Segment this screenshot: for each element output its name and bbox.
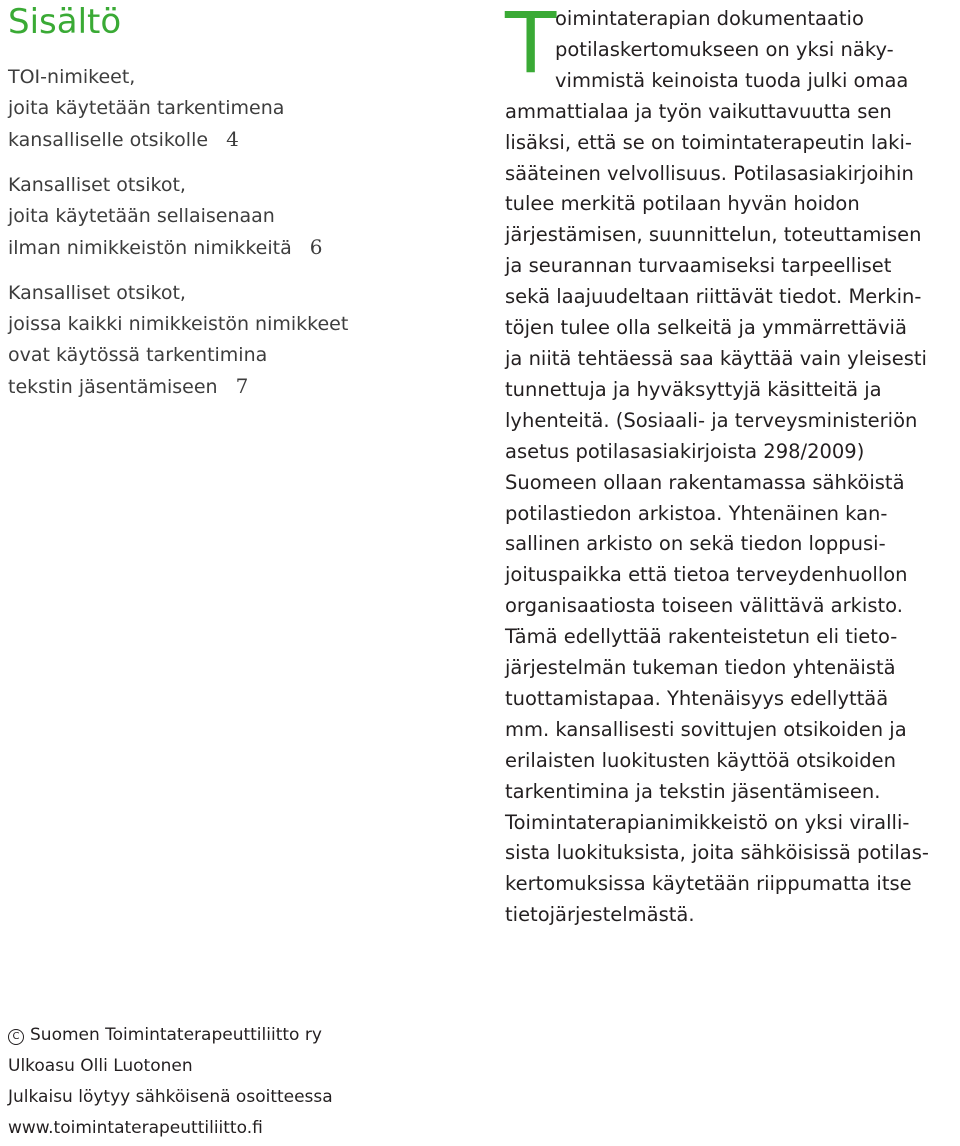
body-line: sallinen arkisto on sekä tiedon loppusi-: [505, 532, 886, 556]
body-line: sääteinen velvollisuus. Potilasasiakirjoihin: [505, 161, 914, 185]
body-paragraph: [505, 0, 955, 931]
toc-entry-text: tekstin jäsentämiseen: [8, 376, 218, 398]
body-line: potilastiedon arkistoa. Yhtenäinen kan-: [505, 501, 888, 525]
body-line: Toimintaterapianimikkeistö on yksi viralli-: [505, 810, 910, 834]
body-line: järjestämisen, suunnittelun, toteuttamisen: [505, 223, 922, 247]
body-line: töjen tulee olla selkeitä ja ymmärrettäviä: [505, 316, 907, 340]
colophon: [8, 1020, 333, 1144]
toc-entry-text: ilman nimikkeistön nimikkeitä: [8, 237, 292, 259]
toc-entry-line: TOI-nimikeet,: [8, 66, 136, 88]
body-line: tietojärjestelmästä.: [505, 903, 695, 927]
toc-entry-line: [8, 124, 428, 156]
body-line: ja seurannan turvaamiseksi tarpeelliset: [505, 254, 892, 278]
toc-entry-line: [8, 232, 428, 264]
body-line: ammattialaa ja työn vaikuttavuutta sen: [505, 99, 892, 123]
copyright-icon: C: [8, 1029, 24, 1045]
body-line: mm. kansallisesti sovittujen otsikoiden ja: [505, 717, 907, 741]
body-line: lisäksi, että se on toimintaterapeutin laki-: [505, 130, 912, 154]
layout-credit: Ulkoasu Olli Luotonen: [8, 1056, 193, 1076]
toc-entry-line: Kansalliset otsikot,: [8, 174, 186, 196]
availability-note: Julkaisu löytyy sähköisenä osoitteessa: [8, 1087, 333, 1107]
toc-entry-line: Kansalliset otsikot,: [8, 282, 186, 304]
toc-entry-line: [8, 371, 428, 403]
body-line: tarkentimina ja tekstin jäsentämiseen.: [505, 779, 881, 803]
toc-page-number: 4: [226, 127, 239, 151]
toc-page-number: 7: [235, 374, 249, 398]
body-line: erilaisten luokitusten käyttöä otsikoiden: [505, 748, 896, 772]
body-line: organisaatiosta toiseen välittävä arkisto.: [505, 594, 903, 618]
body-line: lyhenteitä. (Sosiaali- ja terveysministeriön: [505, 408, 918, 432]
body-line: järjestelmän tukeman tiedon yhtenäistä: [505, 656, 896, 680]
body-line: asetus potilasasiakirjoista 298/2009): [505, 439, 865, 463]
toc-entry-text: kansalliselle otsikolle: [8, 129, 209, 151]
body-line: sista luokituksista, joita sähköisissä potilas-: [505, 841, 929, 865]
body-line: tunnettuja ja hyväksyttyjä käsitteitä ja: [505, 377, 882, 401]
toc-entry-line: joita käytetään sellaisenaan: [8, 205, 275, 227]
toc-entry-line: joita käytetään tarkentimena: [8, 97, 285, 119]
body-line: Tämä edellyttää rakenteistetun eli tieto-: [505, 625, 898, 649]
body-line: Suomeen ollaan rakentamassa sähköistä: [505, 470, 905, 494]
toc-entry-line: joissa kaikki nimikkeistön nimikkeet: [8, 313, 349, 335]
toc-page-number: 6: [309, 235, 323, 259]
body-line: potilaskertomukseen on yksi näky-: [555, 37, 894, 61]
body-line: tulee merkitä potilaan hyvän hoidon: [505, 192, 860, 216]
body-line: tuottamistapaa. Yhtenäisyys edellyttää: [505, 686, 889, 710]
copyright-line: [8, 1020, 333, 1051]
toc-entry[interactable]: [8, 170, 428, 264]
drop-cap: T: [505, 0, 557, 92]
body-line: kertomuksissa käytetään riippumatta itse: [505, 872, 912, 896]
body-line: oimintaterapian dokumentaatio: [555, 7, 864, 30]
table-of-contents: [8, 62, 428, 417]
website-link[interactable]: www.toimintaterapeuttiliitto.fi: [8, 1118, 263, 1138]
body-line: ja niitä tehtäessä saa käyttää vain yleisesti: [505, 346, 927, 370]
publisher-name: Suomen Toimintaterapeuttiliitto ry: [30, 1025, 322, 1045]
toc-entry[interactable]: [8, 62, 428, 156]
body-line: vimmistä keinoista tuoda julki omaa: [555, 68, 909, 92]
toc-title: Sisältö: [8, 2, 122, 42]
body-line: joituspaikka että tietoa terveydenhuollon: [505, 563, 908, 587]
toc-entry-line: ovat käytössä tarkentimina: [8, 344, 268, 366]
toc-entry[interactable]: [8, 278, 428, 403]
body-line: sekä laajuudeltaan riittävät tiedot. Merkin-: [505, 285, 922, 309]
